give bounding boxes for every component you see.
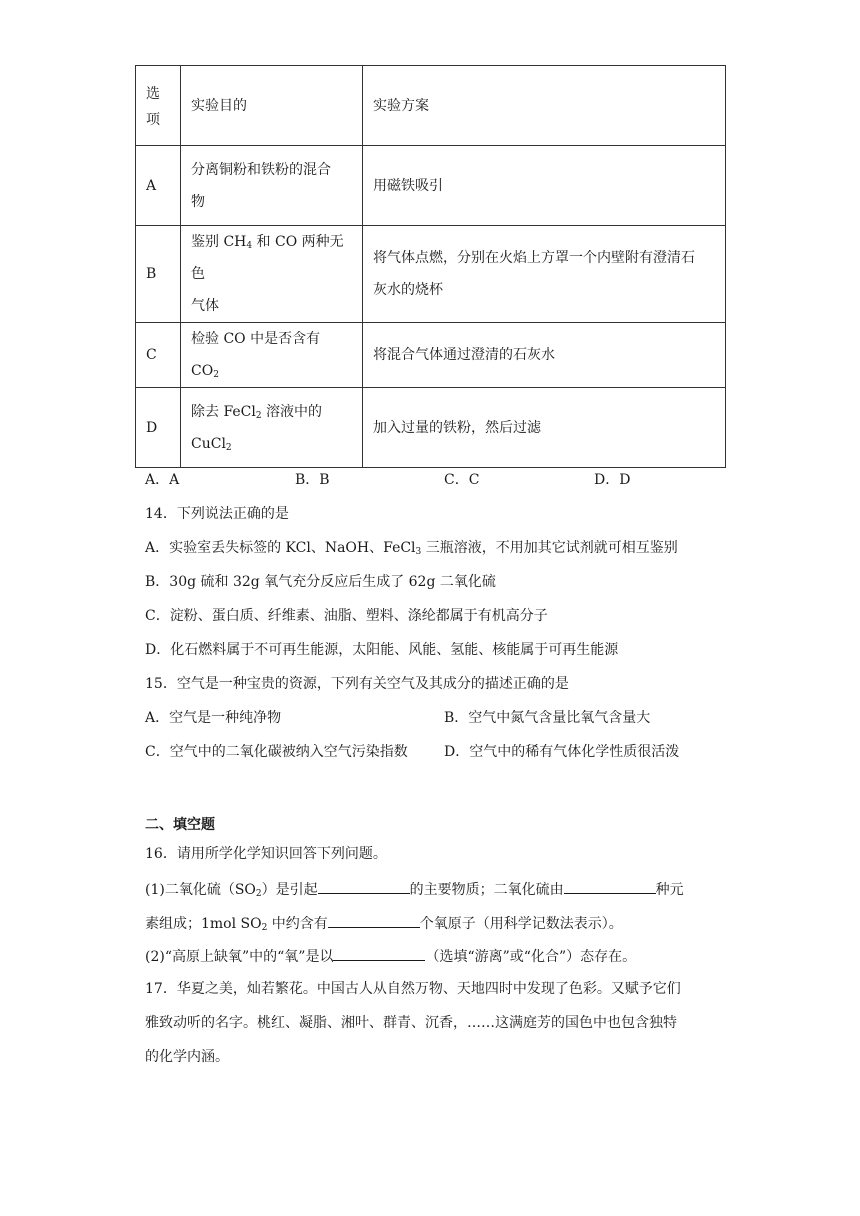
q17-line2: 雅致动听的名字。桃红、凝脂、湘叶、群青、沉香，……这满庭芳的国色中也包含独特	[145, 1015, 677, 1031]
q16-part1-line1: (1)二氧化硫$(SO_2)$是引起 的主要物质；二氧化硫由 种元	[145, 878, 684, 900]
q13-option-b: B．B	[295, 472, 330, 488]
q14-option-c: C．淀粉、蛋白质、纤维素、油脂、塑料、涤纶都属于有机高分子	[145, 608, 548, 624]
answer-blank[interactable]	[333, 945, 425, 961]
q14-option-a: A．实验室丢失标签的 KCl、NaOH、FeCl$_3$ 三瓶溶液，不用加其它试剂就可相互鉴别	[145, 540, 678, 557]
answer-blank[interactable]	[318, 878, 410, 894]
q13-option-d: D．D	[594, 472, 631, 488]
q15-stem: 15．空气是一种宝贵的资源，下列有关空气及其成分的描述正确的是	[145, 676, 569, 692]
q15-option-b: B．空气中氮气含量比氧气含量大	[444, 710, 651, 726]
row-goal: 鉴别 $CH_4$ 和 CO 两种无色 气体	[181, 226, 363, 323]
q15-option-d: D．空气中的稀有气体化学性质很活泼	[444, 744, 680, 760]
row-goal: 除去 FeCl$_2$ 溶液中的 CuCl$_2$	[181, 388, 363, 468]
q17-line3: 的化学内涵。	[145, 1049, 229, 1065]
table-row	[136, 388, 726, 468]
row-plan: 加入过量的铁粉，然后过滤	[363, 388, 726, 468]
header-option: 选 项	[136, 66, 181, 146]
header-plan: 实验方案	[363, 66, 726, 146]
table-row	[136, 226, 726, 323]
q14-stem: 14．下列说法正确的是	[145, 506, 289, 522]
q16-part2: (2)“高原上缺氧”中的“氧”是以 （选填“游离”或“化合”）态存在。	[145, 945, 636, 967]
row-option: D	[136, 388, 181, 468]
q16-part1-line2: 素组成；1mol $SO_2$ 中约含有 个氧原子（用科学记数法表示）。	[145, 912, 623, 934]
row-option: C	[136, 323, 181, 388]
row-plan: 将混合气体通过澄清的石灰水	[363, 323, 726, 388]
row-goal: 检验 CO 中是否含有 $CO_2$	[181, 323, 363, 388]
q15-option-c: C．空气中的二氧化碳被纳入空气污染指数	[145, 744, 408, 760]
answer-blank[interactable]	[328, 912, 420, 928]
answer-blank[interactable]	[564, 878, 656, 894]
q14-option-d: D．化石燃料属于不可再生能源，太阳能、风能、氢能、核能属于可再生能源	[145, 642, 619, 658]
row-option: B	[136, 226, 181, 323]
table-row	[136, 323, 726, 388]
header-goal: 实验目的	[181, 66, 363, 146]
q15-option-a: A．空气是一种纯净物	[145, 710, 282, 726]
row-plan: 将气体点燃，分别在火焰上方罩一个内壁附有澄清石 灰水的烧杯	[363, 226, 726, 323]
q14-option-b: B．30g 硫和 32g 氧气充分反应后生成了 62g 二氧化硫	[145, 574, 496, 590]
section-heading: 二、填空题	[145, 817, 215, 833]
table-header-row	[136, 66, 726, 146]
q16-stem: 16．请用所学化学知识回答下列问题。	[145, 846, 387, 862]
experiment-table	[135, 65, 726, 468]
q13-option-a: A．A	[145, 472, 180, 488]
row-option: A	[136, 146, 181, 226]
q17-line1: 17．华夏之美，灿若繁花。中国古人从自然万物、天地四时中发现了色彩。又赋予它们	[145, 981, 681, 997]
row-goal: 分离铜粉和铁粉的混合 物	[181, 146, 363, 226]
row-plan: 用磁铁吸引	[363, 146, 726, 226]
q13-option-c: C．C	[444, 472, 480, 488]
table-row	[136, 146, 726, 226]
